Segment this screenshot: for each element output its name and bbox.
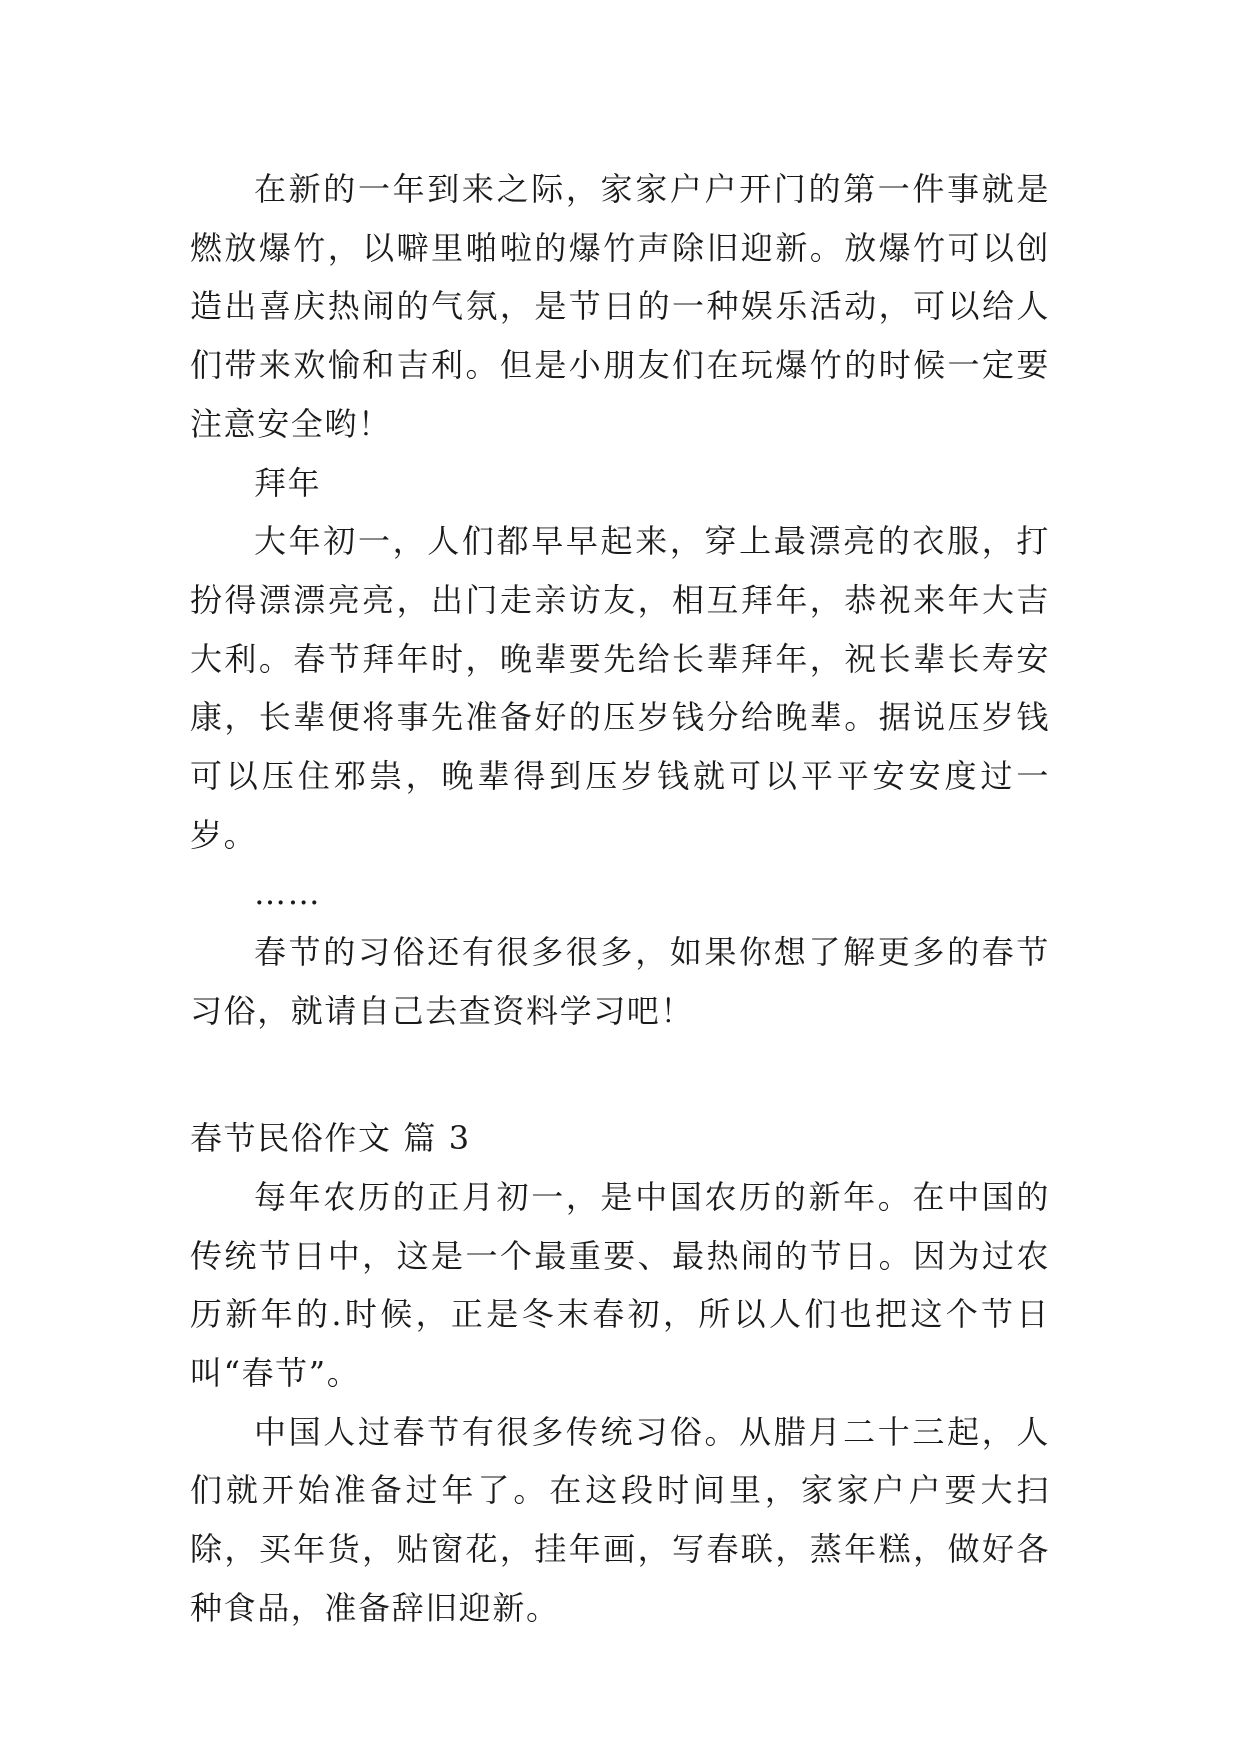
paragraph-customs: 中国人过春节有很多传统习俗。从腊月二十三起，人们就开始准备过年了。在这段时间里，家家户户要大扫除，买年货，贴窗花，挂年画，写春联，蒸年糕，做好各种食品，准备辞旧迎新。 [190,1412,1050,1627]
subheading-bainian: 拜年 [254,463,322,502]
paragraph-new-year-intro: 每年农历的正月初一，是中国农历的新年。在中国的传统节日中，这是一个最重要、最热闹的节日。因为过农历新年的.时候，正是冬末春初，所以人们也把这个节日叫“春节”。 [190,1177,1050,1393]
ellipsis-line: …… [254,874,322,913]
paragraph-firecrackers: 在新的一年到来之际，家家户户开门的第一件事就是燃放爆竹，以噼里啪啦的爆竹声除旧迎新。放爆竹可以创造出喜庆热闹的气氛，是节日的一种娱乐活动，可以给人们带来欢愉和吉利。但是小朋友们在玩爆竹的时候一定要注意安全哟！ [190,170,1050,443]
paragraph-closing: 春节的习俗还有很多很多，如果你想了解更多的春节习俗，就请自己去查资料学习吧！ [190,933,1050,1030]
blank-line [190,1041,1050,1100]
section-title: 春节民俗作文 篇 3 [190,1119,471,1158]
document-body [190,160,1050,1638]
paragraph-bainian: 大年初一，人们都早早起来，穿上最漂亮的衣服，打扮得漂漂亮亮，出门走亲访友，相互拜年，恭祝来年大吉大利。春节拜年时，晚辈要先给长辈拜年，祝长辈长寿安康，长辈便将事先准备好的压岁钱分给晚辈。据说压岁钱可以压住邪祟，晚辈得到压岁钱就可以平平安安度过一岁。 [190,522,1050,854]
